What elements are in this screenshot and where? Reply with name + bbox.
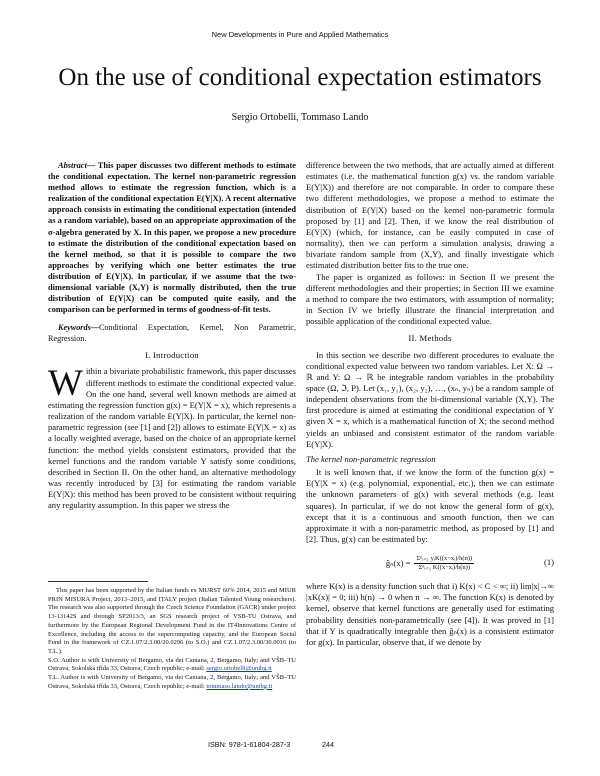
keywords-label: Keywords— (58, 323, 99, 333)
left-column (48, 160, 296, 512)
footnote-author-1 (48, 657, 296, 674)
keywords (48, 323, 296, 344)
abstract (48, 160, 296, 315)
subsection-heading-kernel: The kernel non-parametric regression (306, 453, 436, 464)
right-column (306, 160, 554, 648)
kernel-paragraph-2: where K(x) is a density function such that i) K(x) < C < ∞; ii) lim|x|→∞ |xK(x)| = 0; iii) h(n) → 0 when n → ∞. The function K(x) is denoted by kernel, observe that kernel functions are generally used for estimating probability densities non-parametrically (see [4]). It was proved in [1] that if Y is quadratically integrable then ĝₙ(x) is a consistent estimator for g(x). In particular, observe that, if we denote by (306, 581, 554, 647)
footnote-author-2 (48, 674, 296, 691)
introduction-paragraph (48, 363, 296, 511)
page-number: 244 (322, 740, 334, 749)
abstract-text: — This paper discusses two different methods to estimate the conditional expectation. The kernel non-parametric regression method allows to estimate the regression function, which is a realization of the conditional expectation E(Y|X). A recent alternative approach consists in estimating the conditional expectation (intended as a random variable), based on an appropriate approximation of the σ-algebra generated by X. In this paper, we propose a new procedure to estimate the distribution of the conditional expectation based on the kernel method, so that it is possible to compare the two approaches by verifying which one better estimates the true distribution of E(Y|X). In particular, if we assume that the two-dimensional variable (X,Y) is normally distributed, then the true distribution of E(Y|X) can be computed quite easily, and the comparison can be performed in terms of goodness-of-fit tests. (48, 161, 296, 315)
footnote-author-1-text: S.O. Author is with University of Bergamo, via dei Caniana, 2, Bergamo, Italy; and VŠB–TU Ostrava, Sokolská třída 33, Ostrava, Czech republic; e-mail: (48, 656, 296, 673)
authors: Sergio Ortobelli, Tommaso Lando (231, 112, 369, 123)
abstract-label: Abstract (58, 161, 87, 170)
email-link-lando[interactable]: tommaso.lando@unibg.it (206, 682, 273, 690)
right-paragraph-2: The paper is organized as follows: in Section II we present the different methodologies and their properties; in Section III we examine a method to compare the two estimators, with assumption of normality; in Section IV we briefly illustrate the financial interpretation and possible application of the conditional expected value. (306, 271, 554, 327)
equation-number: (1) (544, 557, 554, 568)
footnote-author-2-text: T.L. Author is with University of Bergamo, via dei Caniana, 2, Bergamo, Italy; and VŠB–TU Ostrava, Sokolská třída 33, Ostrava, Czech republic; e-mail: (48, 674, 296, 690)
section-heading-introduction: I. Introduction (145, 350, 199, 361)
keywords-text: Conditional Expectation, Kernel, Non Parametric, Regression. (48, 323, 296, 343)
introduction-text: ithin a bivariate probabilistic framework, this paper discusses different methods to estimate the conditional expected value. On the one hand, several well known methods are aimed at estimating the regression function g(x) = E(Y|X = x), which represents a realization of the random variable E(Y|X). In particular, the kernel non-parametric regression (see [1] and [2]) allows to estimate E(Y|X = x) as a locally weighted average, based on the choice of an appropriate kernel function: the method yields consistent estimators, provided that the kernel functions and the random variable Y satisfy some conditions, described in Section II. On the other hand, an alternative methodology was recently introduced by [3] for estimating the random variable E(Y|X): this method has been proved to be consistent without requiring any regularity assumption. In this paper we stress the (48, 366, 296, 511)
footnote (48, 587, 296, 691)
footnote-funding: This paper has been supported by the Italian funds ex MURST 60% 2014, 2015 and MIUR PRIN MISURA Project, 2013–2015, and ITALY project (Italian Talented Young researchers). The research was also supported through the Czech Science Foundation (GACR) under project 13-13142S and through SP2013/3, an SGS research project of VSB-TU Ostrava, and furthermore by the European Regional Development Fund in the IT4Innovations Centre of Excellence, including the access to the supercomputing capacity, and the European Social Fund in the framework of CZ.1.07/2.3.00/20.0296 (to S.O.) and CZ.1.07/2.3.00/30.0016 (to T.L.). (48, 587, 296, 655)
equation-lhs: ĝₙ(x) = (385, 557, 411, 568)
equation-denominator: Σⁿᵢ₌₁ K((x−xᵢ)/h(n)) (418, 563, 471, 571)
equation-1 (306, 548, 554, 578)
equation-numerator: Σⁿᵢ₌₁ yᵢK((x−xᵢ)/h(n)) (416, 554, 473, 562)
paper-title: On the use of conditional expectation estimators (58, 64, 542, 91)
email-link-ortobelli[interactable]: sergio.ortobelli@unibg.it (206, 665, 272, 673)
footnote-rule (48, 581, 148, 582)
kernel-paragraph-1: It is well known that, if we know the form of the function g(x) = E(Y|X = x) (e.g. polynomial, exponential, etc.), then we can estimate the unknown parameters of g(x) with several methods (e.g. least squares). In particular, if we do not know the general form of g(x), except that it is a continuous and smooth function, then we can approximate it with a non-parametric method, as proposed by [1] and [2]. Thus, g(x) can be estimated by: (306, 467, 554, 544)
section-heading-methods: II. Methods (408, 333, 452, 344)
isbn: ISBN: 978-1-61804-287-3 (208, 740, 291, 749)
right-paragraph-1: difference between the two methods, that are actually aimed at different estimates (i.e. the mathematical function g(x) vs. the random variable E(Y|X)) and therefore are not comparable. In order to compare these two different methodologies, we propose a method to estimate the distribution of E(Y|X) based on the kernel non-parametric formula proposed by [1] and [2]. Then, if we know the real distribution of E(Y|X) (which, for instance, can be easily computed in case of normality), then we can perform a simulation analysis, drawing a bivariate random sample from (X,Y), and finally investigate which estimated distribution better fits to the true one. (306, 160, 554, 271)
running-header: New Developments in Pure and Applied Mathematics (211, 30, 389, 39)
methods-paragraph: In this section we describe two different procedures to evaluate the conditional expected value between two random variables. Let X: Ω → ℝ and Y: Ω → ℝ be integrable random variables in the probability space (Ω, ℑ, P). Let (x₁, y₁), (x₂, y₂), …, (xₙ, yₙ) be a random sample of independent observations from the bi-dimensional variable (X,Y). The first procedure is aimed at estimating the conditional expectation of Y given X = x, which is a mathematical function of X; the second method yields an unbiased and consistent estimator of the random variable E(Y|X). (306, 349, 554, 449)
drop-cap: W (48, 363, 83, 405)
equation-fraction (414, 555, 474, 572)
